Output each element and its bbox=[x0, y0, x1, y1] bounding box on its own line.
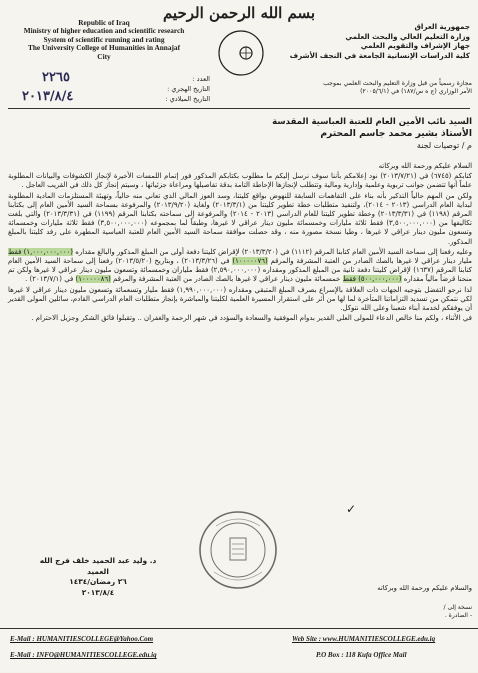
loan-text: في (٢٠١٣/٣/٢٦) ، وبتاريخ (٢٠١٣/٥/٢٠) رفعنا إلى سماحة السيد الأمين العام كتابنا المرقم (١٦٣٧) لإقراض كليتنا دفعة ثانية من المبلغ المذكور ومقداره (٢,٥٩٠,٠٠٠,٠٠٠) فقط ملياران وخمسمائة وتسعون مليون دينار عراقي لا غيرها ولكن تم منحنا قرضاً مالياً مقداره bbox=[8, 257, 472, 284]
reference-date-handwritten: ٢٠١٣/٨/٤ bbox=[22, 89, 74, 104]
header-en-line: System of scientific running and rating bbox=[43, 34, 165, 44]
addressee-block bbox=[60, 116, 472, 152]
header-en-line: Republic of Iraq bbox=[78, 18, 130, 27]
footer-email-2: E-Mail : INFO@HUMANITIESCOLLEGE.edu.iq bbox=[10, 651, 157, 659]
highlighted-cheque-number: (١٠٠٠٠٠٨٦) bbox=[75, 275, 111, 284]
loan-text: في (٢٠١٣/٧/١) . bbox=[25, 275, 74, 284]
header-en-line: City bbox=[97, 51, 111, 61]
addressee-name: الأستاذ بشير محمد جاسم المحترم bbox=[320, 128, 472, 139]
hijri-date-label: التاريخ الهجري : bbox=[167, 85, 210, 93]
body-paragraph: كتابكم (٦٧٤٥) في (٢٠١٣/٧/٢١) نود إعلامكم بأننا سوف نرسل إليكم ما مطلوب بكتابكم المذكور فور إتمام اللمسات الأخيرة لإنجاز الكشوفات والبيانات المطلوبة علماً أنها تتضمن جوانب تربوية وعلمية وإدارية ومالية وتتطلب لإنجازها الإحاطة التامة بدقة تفاصيلها ومراعاة جزئياتها ، وسيتم إنجاز كل ذلك في القريب العاجل . bbox=[8, 172, 472, 190]
closing-salutation: والسلام عليكم ورحمة الله وبركاته bbox=[377, 584, 472, 592]
header-english bbox=[6, 19, 202, 61]
footer-website: Web Site : www.HUMANITIESCOLLEGE.edu.iq bbox=[292, 635, 436, 643]
header-ar-line: جمهورية العراق bbox=[414, 22, 470, 31]
header-en-line: The University College of Humanities in Annajaf bbox=[27, 43, 181, 53]
accreditation-line: مجازة رسمياً من قبل وزارة التعليم والبحث العلمي بموجب bbox=[323, 80, 472, 87]
accreditation-note bbox=[300, 80, 472, 96]
official-seal-stamp bbox=[196, 508, 280, 592]
college-crescent-logo bbox=[215, 26, 267, 78]
header-ar-line: كلية الدراسات الإنسانية الجامعة في النجف الأشرف bbox=[289, 50, 470, 60]
letter-footer bbox=[0, 628, 478, 673]
footer-po-box: P.O Box : 118 Kufa Office Mail bbox=[316, 651, 407, 659]
gregorian-date-label: التاريخ الميلادي : bbox=[165, 95, 210, 103]
number-label: العدد : bbox=[192, 75, 210, 83]
greeting: السلام عليكم ورحمة الله وبركاته bbox=[378, 162, 472, 170]
signatory-name: د. وليد عبد الحميد خلف فرج الله bbox=[39, 556, 157, 565]
reference-number-handwritten: ٢٢٦٥ bbox=[42, 70, 70, 85]
body-paragraph-loans bbox=[8, 248, 472, 285]
header-divider bbox=[8, 108, 470, 109]
check-mark-annotation: ✓ bbox=[346, 502, 357, 516]
accreditation-line: الأمر الوزاري (ج ه س/١٨٧) في (٢٠٠٥/٦/١) bbox=[360, 88, 472, 95]
reference-labels bbox=[90, 74, 210, 104]
loan-text: وعليه رفعنا إلى سماحة السيد الأمين العام كتابنا المرقم (١١١٢) في (٢٠١٣/٣/٢٠) لإقراض كليتنا دفعة أولى من المبلغ المذكور والبالغ مقداره bbox=[75, 247, 472, 256]
signature-date-gregorian: ٢٠١٣/٨/٤ bbox=[81, 587, 115, 597]
basmala-heading: بسم الله الرحمن الرحيم bbox=[162, 4, 316, 22]
cc-item: - الصادرة . bbox=[444, 612, 472, 619]
header-ar-line: جهاز الإشراف والتقويم العلمي bbox=[360, 41, 470, 50]
footer-email-1: E-Mail : HUMANITIESCOLLEGE@Yahoo.Com bbox=[10, 635, 154, 643]
highlighted-cheque-number: (١٠٠٠٠٠٧٦) bbox=[232, 257, 268, 266]
body-paragraph: في الأثناء ، ولكم منا خالص الدعاء للمولى العلي القدير بدوام الموفقية والسعادة والسؤدد في شهر الرحمة والغفران .. وتقبلوا فائق الشكر وجزيل الاحترام . bbox=[31, 314, 472, 323]
header-arabic bbox=[286, 22, 470, 60]
subject-line: م / توصيات لجنة bbox=[416, 141, 472, 150]
header-ar-line: وزارة التعليم العالي والبحث العلمي bbox=[345, 31, 470, 41]
body-paragraph: لذا نرجو التفضل بتوجيه الجهات ذات العلاقة بالإسراع بصرف المبلغ المتبقي ومقداره (١,٩٩٠,٠٠٠,٠٠٠) فقط مليار وتسعمائة وتسعون مليون دينار عراقي لا غيرها لكي نتمكن من تسديد التزاماتنا المتأخرة لما لها من أثر على استقرار المسيرة العلمية لكليتنا والمباشرة بإنجاز متطلبات العام الدراسي القادم، سائلين المولى القدير أن يوفقكم لخدمة أبناء شعبنا وعلى الله نتوكل. bbox=[8, 285, 472, 313]
copy-to-block bbox=[394, 604, 472, 620]
highlighted-amount: (٥٠٠,٠٠٠,٠٠٠) فقط bbox=[342, 275, 402, 284]
cc-label: نسخة إلى / bbox=[443, 604, 472, 611]
body-paragraph: ولكن من المهم حالياً التذكير بأنه بناء على التفاهمات السابقة للنهوض بواقع كليتنا، وسد العوز المالي الذي تعاني منه حالياً، وتهيئة المستلزمات المادية المطلوبة لبداية العام الدراسي (٢٠١٣ - ٢٠١٤)، ولتنفيذ متطلبات خطة تطوير كليتنا من (٢٠١٣/٣/١) ولغاية (٢٠١٣/٩/٢٠) والمرفوعة بسماحة السيد الأمين العام إلى بكتابنا المرقم (١١٩٨) في (٢٠١٣/٣/٣١) وخطة تطوير كليتنا للعام الدراسي (٢٠١٣ - ٢٠١٤) والمرفوعة إلى سماحته بكتابنا المرقم (١١٩٩) في (٢٠١٣/٣/٣١) والتي بلغت تكاليفها من (٣,٥٠٠,٠٠٠,٠٠٠) فقط ثلاثة مليارات وخمسمائة مليون دينار عراقي لا غيرها، وطبقاً لما بمجموعه (٣,٥٠٠,٠٠٠,٠٠٠) فقط ثلاثة مليارات وخمسمائة وتسعون مليون دينار عراقي لا غيرها ، وطيا نسخة مصورة منه ، وقد حصلت موافقة سماحة السيد الأمين العام للعتبة العباسية المطهرة على رفد كليتنا بالمبلغ المذكور. bbox=[8, 191, 473, 246]
signature-date-hijri: ٢٦ رمضان/١٤٣٤ bbox=[69, 577, 127, 586]
addressee-title: السيد نائب الأمين العام للعتبة العباسية المقدسة bbox=[272, 117, 472, 127]
highlighted-amount: (١,٠٠٠,٠٠٠,٠٠٠) فقط bbox=[8, 247, 73, 256]
signatory-title: العميد bbox=[87, 566, 109, 576]
letter-body bbox=[8, 162, 472, 324]
loan-text: خمسمائة مليون دينار عراقي لا غيرها بالصك الصادر من العتبة المشرفة والمرقم bbox=[113, 275, 341, 284]
header-en-line: Ministry of higher education and scientific research bbox=[23, 26, 185, 36]
loan-text: مليار دينار عراقي لا غيرها بالصك الصادر من العتبة المشرفة والمرقم bbox=[270, 257, 472, 266]
